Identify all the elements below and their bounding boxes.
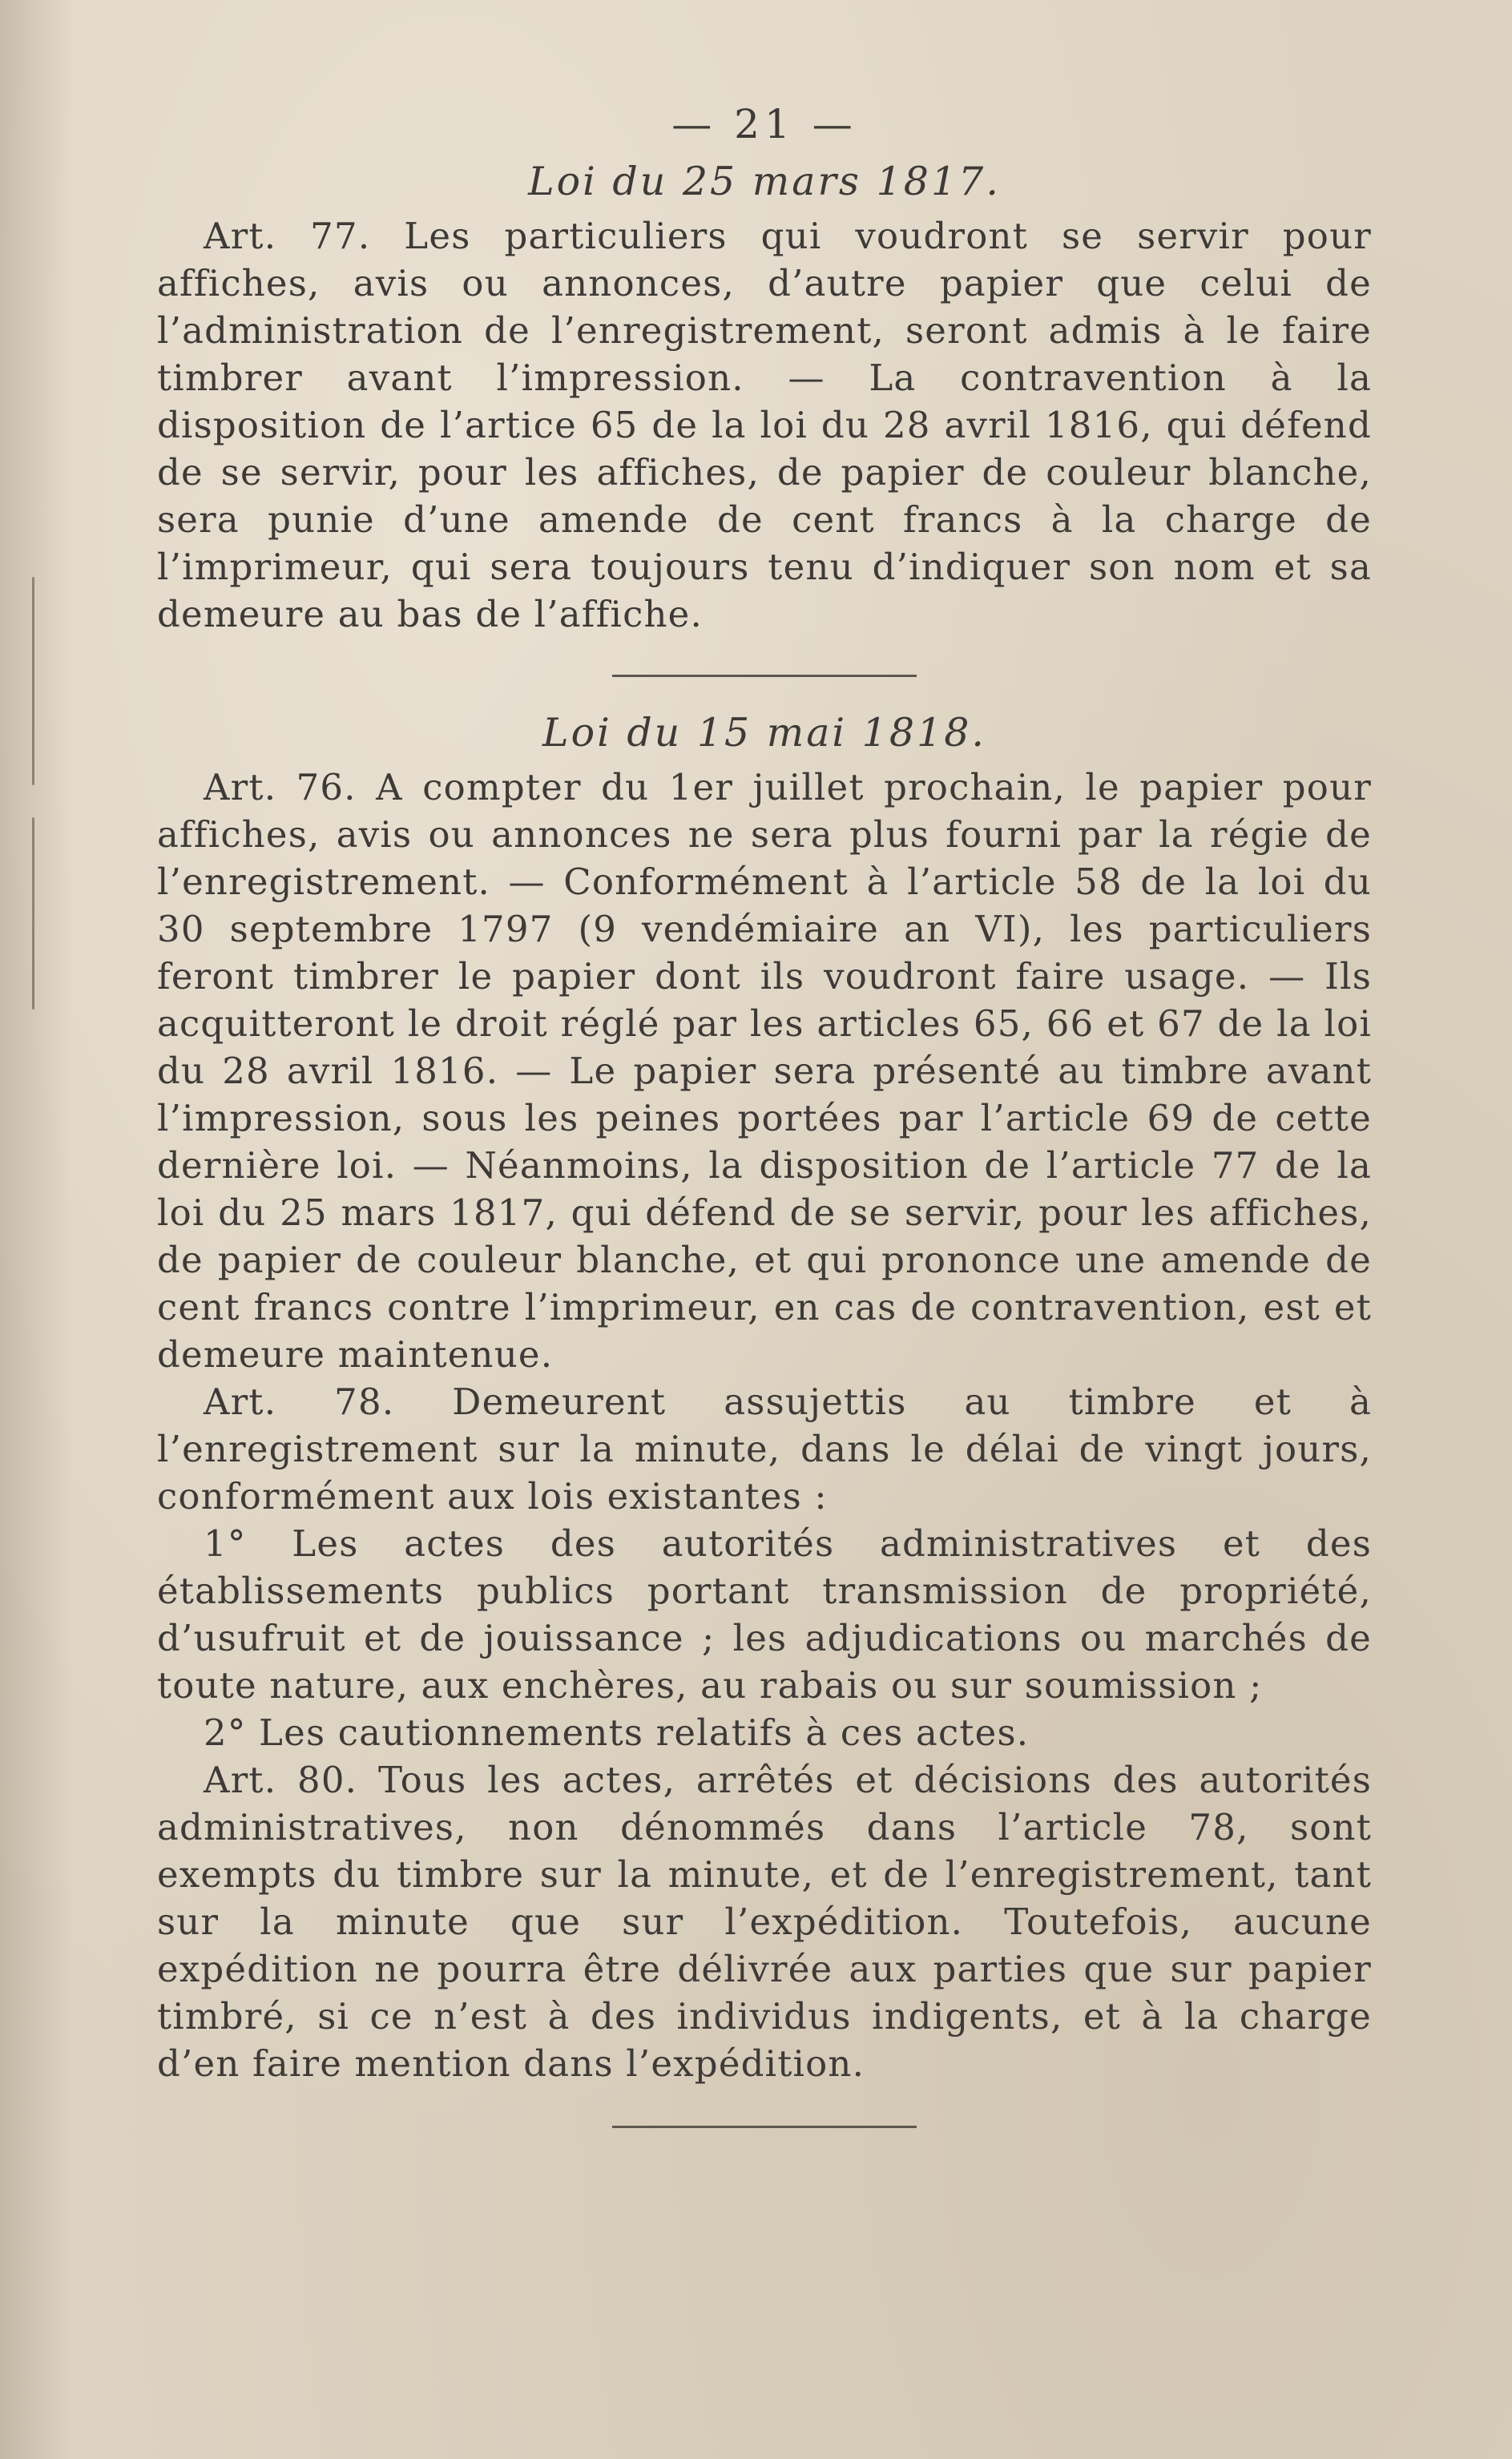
article-paragraph: Art. 80. Tous les actes, arrêtés et décisions des autorités administratives, non dénommés dans l’article 78, sont exempts du timbre sur la minute, et de l’enregistrement, tant sur la minute que sur l’expédition. Toutefois, aucune expédition ne pourra être délivrée aux parties que sur papier timbré, si ce n’est à des individus indigents, et à la charge d’en faire mention dans l’expédition.: [157, 1759, 1372, 2085]
section-divider: [612, 675, 917, 677]
article-paragraph: Art. 76. A compter du 1er juillet prochain, le papier pour affiches, avis ou annonces ne sera plus fourni par la régie de l’enregistrement. — Conformément à l’article 58 de la loi du 30 septembre 1797 (9 vendémiaire an VI), les particuliers feront timbrer le papier dont ils voudront faire usage. — Ils acquitteront le droit réglé par les articles 65, 66 et 67 de la loi du 28 avril 1816. — Le papier sera présenté au timbre avant l’impression, sous les peines portées par l’article 69 de cette dernière loi. — Néanmoins, la disposition de l’article 77 de la loi du 25 mars 1817, qui défend de se servir, pour les affiches, de papier de couleur blanche, et qui prononce une amende de cent francs contre l’imprimeur, en cas de contravention, est et demeure maintenue.: [157, 766, 1372, 1376]
section-heading: Loi du 15 mai 1818.: [542, 710, 986, 756]
binding-mark: [32, 577, 34, 785]
list-item-paragraph: 2° Les cautionnements relatifs à ces actes.: [204, 1711, 1030, 1754]
end-divider: [612, 2126, 917, 2128]
binding-mark: [32, 817, 34, 1010]
page-edge-shadow: [0, 0, 72, 2459]
list-item-paragraph: 1° Les actes des autorités administratives et des établissements publics portant transmission de propriété, d’usufruit et de jouissance ; les adjudications ou marchés de toute nature, aux enchères, au rabais ou sur soumission ;: [157, 1522, 1372, 1707]
section-heading: Loi du 25 mars 1817.: [528, 159, 1001, 204]
page-number: — 21 —: [671, 101, 857, 147]
article-paragraph: Art. 78. Demeurent assujettis au timbre et à l’enregistrement sur la minute, dans le délai de vingt jours, conformément aux lois existantes :: [157, 1381, 1372, 1518]
article-paragraph: Art. 77. Les particuliers qui voudront se servir pour affiches, avis ou annonces, d’autre papier que celui de l’administration de l’enregistrement, seront admis à le faire timbrer avant l’impression. — La contravention à la disposition de l’artice 65 de la loi du 28 avril 1816, qui défend de se servir, pour les affiches, de papier de couleur blanche, sera punie d’une amende de cent francs à la charge de l’imprimeur, qui sera toujours tenu d’indiquer son nom et sa demeure au bas de l’affiche.: [157, 215, 1372, 635]
text-block: [157, 100, 1372, 2128]
